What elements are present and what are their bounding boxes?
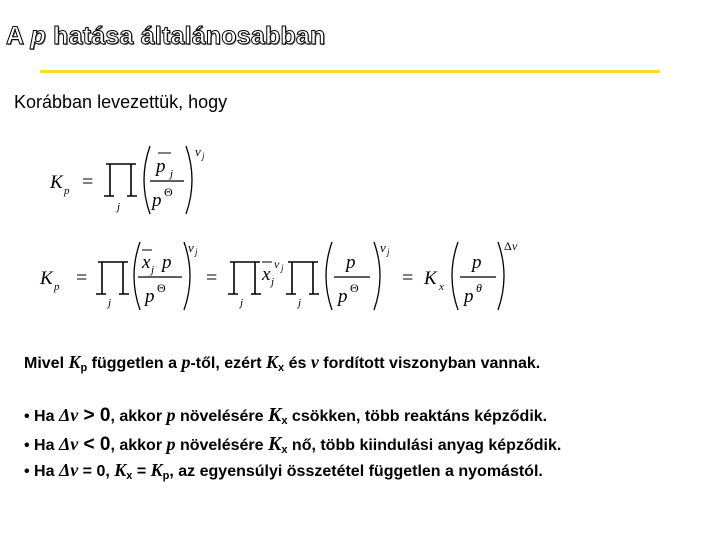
eq1-right-paren [186,146,192,214]
eq2-product-2 [228,262,261,294]
svg-text:ν: ν [188,240,194,255]
svg-text:j: j [240,297,244,309]
svg-text:p: p [472,252,482,273]
bullet-zero: • Ha Δν = 0, Kx = Kp, az egyensúlyi összetétel független a nyomástól. [24,460,543,482]
svg-text:p: p [162,252,172,273]
eq1-num-sub: j [170,168,174,180]
eq2-product-3 [286,262,319,294]
svg-text:ν: ν [274,257,280,271]
eq1-exp-sub: j [202,151,205,161]
intro-text: Korábban levezettük, hogy [14,92,228,112]
eq1-num-p: p [156,156,166,177]
eq1-K: K [50,172,63,193]
svg-text:j: j [151,264,155,276]
eq2-Kx: K [424,268,437,289]
title-prefix: A [6,22,31,50]
svg-text:j: j [195,247,198,257]
eq1-K-sub: p [64,185,70,197]
eq2-equals-2: = [206,267,218,289]
bullet-positive: • Ha Δν > 0, akkor p növelésére Kx csökken, több reaktáns képződik. [24,404,548,427]
svg-text:Θ: Θ [157,281,166,295]
title-suffix: hatása általánosabban [45,22,326,50]
svg-text:p: p [346,252,356,273]
svg-text:p: p [464,286,474,307]
svg-text:ν: ν [512,239,518,253]
eq1-product-symbol [104,164,137,196]
svg-text:Θ: Θ [350,281,359,295]
title-variable: p [30,22,46,50]
svg-text:p: p [338,286,348,307]
eq1-left-paren [144,146,150,214]
svg-text:p: p [145,286,155,307]
svg-text:j: j [281,263,284,273]
eq2-equals-3: = [402,267,414,289]
eq1-den-p: p [152,190,162,211]
svg-text:j: j [298,297,302,309]
eq1-exp-nu: ν [195,144,201,159]
eq1-equals: = [82,171,94,193]
eq2-product-1 [96,262,129,294]
eq1-den-theta: Θ [164,185,173,199]
bullet-negative: • Ha Δν < 0, akkor p növelésére Kx nő, több kiindulási anyag képződik. [24,433,562,456]
eq2-equals-1: = [76,267,88,289]
svg-text:ν: ν [380,240,386,255]
svg-text:x: x [439,281,444,293]
svg-text:θ: θ [476,281,482,295]
eq2-group [39,239,518,310]
eq2-K-sub: p [54,281,60,293]
statement-line: Mivel Kp független a p-től, ezért Kx és ν fordított viszonyban vannak. [24,352,541,374]
eq2-K: K [40,268,53,289]
svg-text:j: j [271,276,275,288]
svg-text:j: j [108,297,112,309]
svg-text:x: x [262,264,271,285]
svg-text:x: x [142,252,151,273]
eq1-product-index: j [117,201,121,213]
svg-text:j: j [387,247,390,257]
eq1-group [49,144,205,214]
svg-text:Δ: Δ [504,239,512,253]
